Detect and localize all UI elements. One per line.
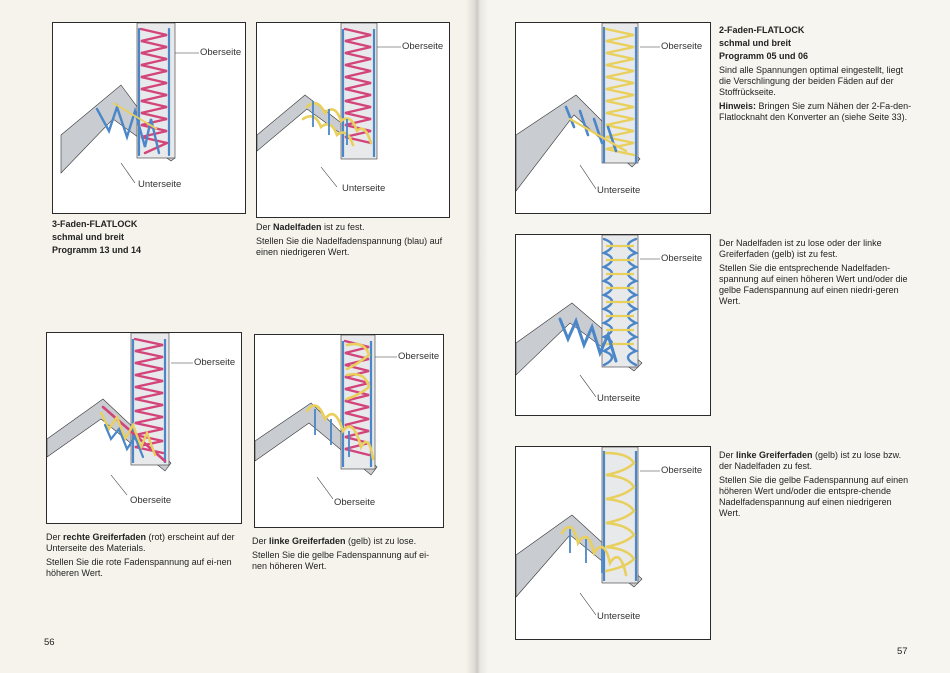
caption-needle-loose — [719, 238, 915, 310]
label-oberseite: Oberseite — [402, 41, 444, 52]
caption-lead: Der Nadelfaden ist zu lose oder der linke Greiferfaden (gelb) ist zu fest. — [719, 238, 882, 259]
caption-emphasis: Nadelfaden — [273, 222, 322, 232]
label-unterseite: Unterseite — [138, 179, 182, 190]
label-oberseite: Oberseite — [194, 357, 236, 368]
label-unterseite: Unterseite — [597, 393, 641, 404]
stitch-figure-3thread-correct — [52, 22, 246, 214]
book-spine-shadow — [466, 0, 488, 673]
caption-text: (gelb) ist zu lose bzw. der Nadelfaden zu fest. — [719, 450, 902, 471]
label-oberseite: Oberseite — [661, 465, 703, 476]
caption-text: ist zu fest. — [321, 222, 365, 232]
caption-text: (gelb) ist zu lose. — [345, 536, 417, 546]
label-oberseite: Oberseite — [661, 41, 703, 52]
label-oberseite: Oberseite — [398, 351, 440, 362]
hint-label: Hinweis: — [719, 101, 757, 111]
caption-text: Der — [46, 532, 64, 542]
caption-emphasis: linke Greiferfaden — [736, 450, 813, 460]
stitch-figure-2thread-correct — [515, 22, 711, 214]
stitch-figure-left-looper-loose — [254, 334, 444, 528]
caption-program: Programm 13 und 14 — [52, 245, 142, 255]
page-number-right: 57 — [897, 646, 908, 657]
caption-left-looper-loose-2 — [719, 450, 915, 522]
caption-body: Stellen Sie die gelbe Fadenspannung auf ei-nen höheren Wert. — [252, 550, 430, 571]
hint-text: Bringen Sie zum Nähen der 2-Fa-den-Flatlocknaht den Konverter an (siehe Seite 33). — [719, 101, 912, 122]
caption-3thread — [52, 218, 242, 257]
caption-needle-tight — [256, 222, 448, 261]
caption-body: Stellen Sie die rote Fadenspannung auf ei-nen höheren Wert. — [46, 557, 232, 578]
caption-text: (rot) erscheint auf der Unterseite des Materials. — [46, 532, 235, 553]
stitch-figure-left-looper-loose-2 — [515, 446, 711, 640]
page-number-left: 56 — [44, 637, 55, 648]
label-unterseite: Unterseite — [597, 611, 641, 622]
caption-text: Der — [252, 536, 270, 546]
caption-body: Stellen Sie die gelbe Fadenspannung auf einen höheren Wert und/oder die entspre-chende Nadelfadenspannung auf einen niedrigeren Wert. — [719, 475, 909, 518]
right-page — [475, 0, 950, 673]
caption-text: Der — [719, 450, 737, 460]
label-unterseite: Unterseite — [597, 185, 641, 196]
label-oberseite: Oberseite — [200, 47, 242, 58]
caption-emphasis: rechte Greiferfaden — [63, 532, 147, 542]
caption-text: Der — [256, 222, 274, 232]
caption-body: Stellen Sie die entsprechende Nadelfaden-spannung auf einen höheren Wert und/oder die gelbe Fadenspannung auf einen niedri-geren Wert. — [719, 263, 908, 306]
caption-subtitle: schmal und breit — [719, 38, 792, 48]
label-unterseite: Unterseite — [342, 183, 386, 194]
caption-title: 3-Faden-FLATLOCK — [52, 219, 138, 229]
stitch-figure-needle-loose — [515, 234, 711, 416]
caption-body: Sind alle Spannungen optimal eingestellt, liegt die Verschlingung der beiden Fäden auf der Stoffrückseite. — [719, 65, 904, 97]
stitch-figure-right-looper — [46, 332, 242, 524]
label-oberseite-bottom: Oberseite — [130, 495, 172, 506]
caption-emphasis: linke Greiferfaden — [269, 536, 346, 546]
caption-program: Programm 05 und 06 — [719, 51, 809, 61]
stitch-figure-needle-tight — [256, 22, 450, 218]
label-oberseite-bottom: Oberseite — [334, 497, 376, 508]
caption-title: 2-Faden-FLATLOCK — [719, 25, 805, 35]
caption-left-looper-loose — [252, 536, 444, 575]
label-oberseite: Oberseite — [661, 253, 703, 264]
caption-body: Stellen Sie die Nadelfadenspannung (blau) auf einen niedrigeren Wert. — [256, 236, 443, 257]
caption-right-looper — [46, 532, 242, 582]
caption-2thread — [719, 24, 915, 126]
caption-subtitle: schmal und breit — [52, 232, 125, 242]
